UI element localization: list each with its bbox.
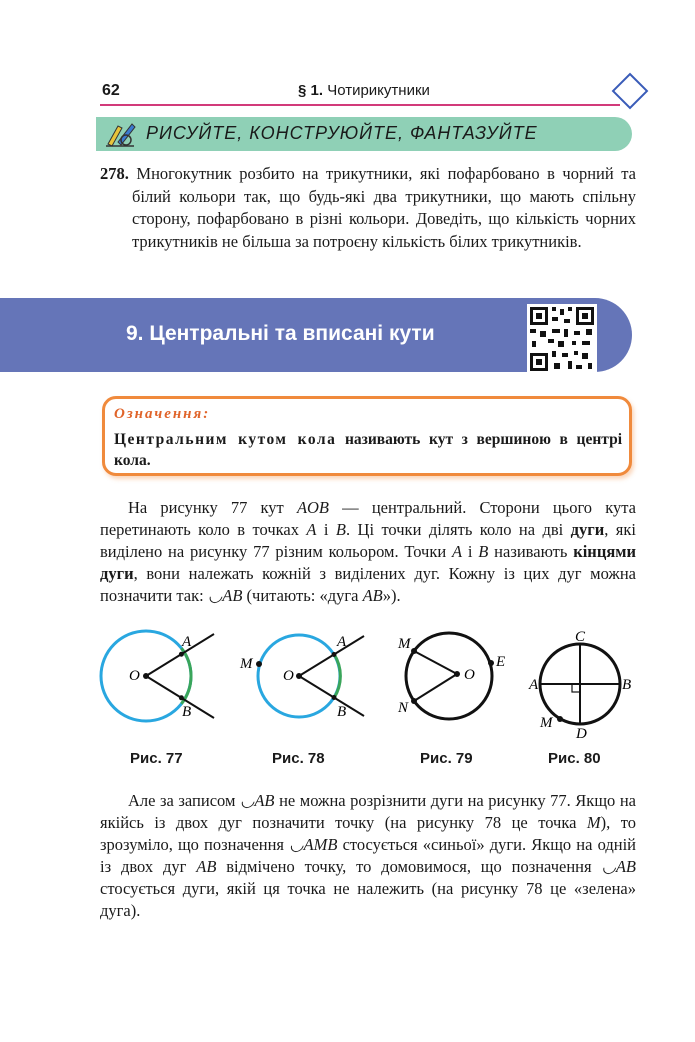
svg-text:B: B <box>622 677 632 693</box>
definition-label: Означення: <box>114 406 211 422</box>
paragraph-central-angle: На рисунку 77 кут AOB — центральний. Сторони цього кута перетинають коло в точках A і B. Ці точки ділять коло на дві дуги, які виділено на рисунку 77 різним кольором. Точки A і B називають кінцями дуги, вони належать кожній з виділених дуг. Кожну із цих дуг можна позначити так: ◡AB (читають: «дуга AB»). <box>100 498 636 605</box>
svg-text:B: B <box>182 704 192 720</box>
svg-text:A: A <box>182 634 192 650</box>
figure-80 <box>524 626 634 742</box>
svg-text:M: M <box>398 636 411 652</box>
problem-278 <box>100 163 636 253</box>
caption-fig-80: Рис. 80 <box>548 750 601 767</box>
svg-text:C: C <box>575 629 586 645</box>
caption-fig-78: Рис. 78 <box>272 750 325 767</box>
activity-band <box>96 117 632 151</box>
svg-text:A: A <box>337 634 347 650</box>
section-title: Чотирикутники <box>327 82 430 99</box>
band-title: РИСУЙТЕ, КОНСТРУЮЙТЕ, ФАНТАЗУЙТЕ <box>146 123 538 143</box>
svg-text:O: O <box>129 668 140 684</box>
page-number: 62 <box>102 82 120 99</box>
svg-text:E: E <box>496 654 506 670</box>
figure-79 <box>392 626 522 736</box>
svg-text:O: O <box>283 668 294 684</box>
definition-body: називають кут з вершиною в центрі кола. <box>114 431 623 469</box>
svg-text:B: B <box>337 704 347 720</box>
header-rule <box>100 104 620 106</box>
svg-text:M: M <box>240 656 253 672</box>
drawing-tools-icon <box>104 120 138 148</box>
svg-text:A: A <box>529 677 539 693</box>
figure-78 <box>236 626 366 736</box>
definition-term: Центральним кутом кола <box>114 431 337 448</box>
svg-text:D: D <box>576 726 587 742</box>
paragraph-arc-notation: Але за записом ◡AB не можна розрізнити дуги на рисунку 77. Якщо на якійсь із двох дуг позначити точку (на рисунку 78 це точка M), то зрозуміло, що позначення ◡AMB стосується «синьої» дуги. Якщо на одній із двох дуг AB відмічено точку, то домовимося, що позначення ◡AB стосується дуги, якій ця точка не належить (на рисунку 78 це «зелена» дуга). <box>100 791 636 920</box>
svg-text:O: O <box>464 667 475 683</box>
problem-text: Многокутник розбито на трикутники, які пофарбовано в чорний та білий кольори так, що будь-які два трикутники, що мають спільну сторону, пофарбовано в різні кольори. Доведіть, що кількість чорних трикутників не більша за потроєну кількість білих трикутників. <box>132 164 636 251</box>
section-mark: § 1. <box>298 82 324 99</box>
qr-code-icon[interactable] <box>527 304 597 374</box>
figure-77 <box>96 626 226 736</box>
running-header <box>298 82 430 99</box>
section-banner <box>0 298 632 372</box>
svg-text:N: N <box>398 700 409 716</box>
definition-box <box>102 396 632 476</box>
definition-text <box>114 429 622 471</box>
section-heading: 9. Центральні та вписані кути <box>126 322 435 345</box>
caption-fig-79: Рис. 79 <box>420 750 473 767</box>
svg-text:M: M <box>540 715 553 731</box>
problem-number: 278. <box>100 164 129 183</box>
caption-fig-77: Рис. 77 <box>130 750 183 767</box>
